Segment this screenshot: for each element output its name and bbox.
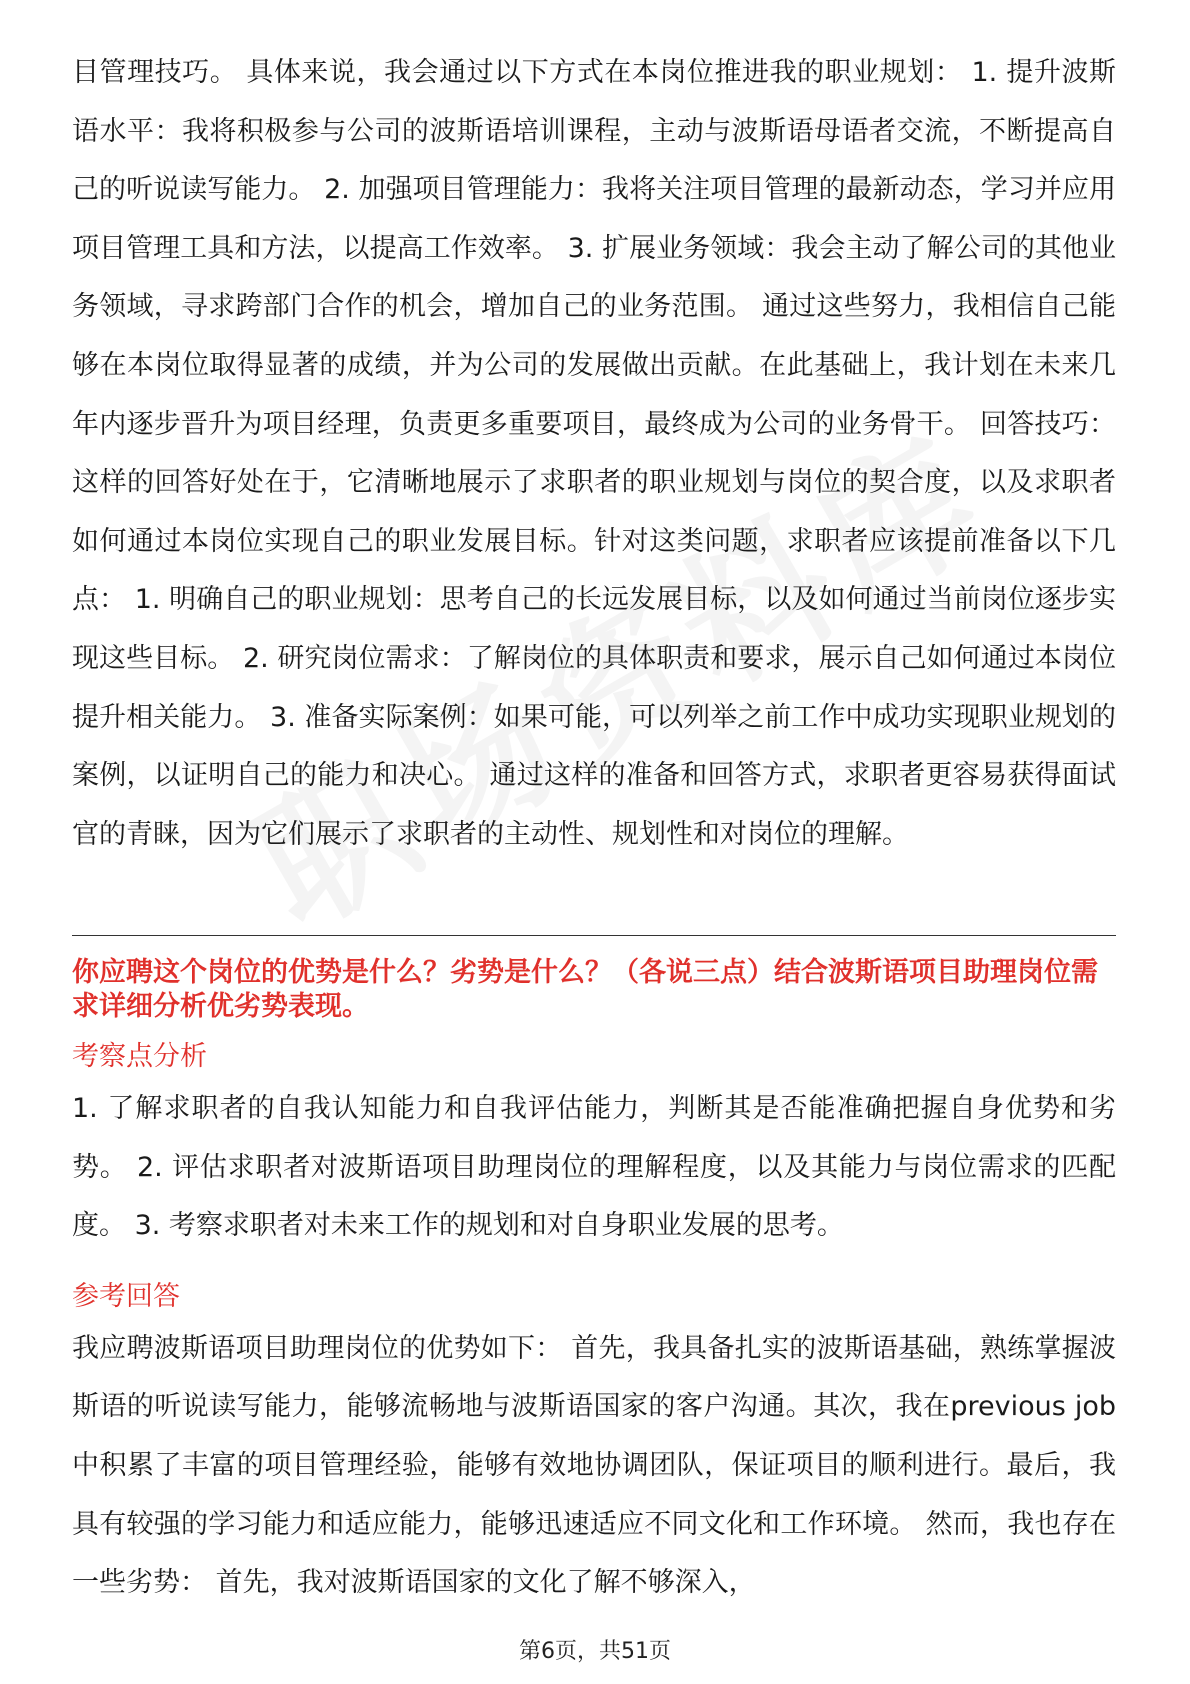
analysis-paragraph: 1. 了解求职者的自我认知能力和自我评估能力，判断其是否能准确把握自身优势和劣势。 2. 评估求职者对波斯语项目助理岗位的理解程度，以及其能力与岗位需求的匹配度。 3. 考察求职者对未来工作的规划和对自身职业发展的思考。 bbox=[72, 1093, 1116, 1242]
analysis-heading: 考察点分析 bbox=[72, 1041, 207, 1072]
question-section bbox=[72, 956, 1116, 1613]
answer-paragraph: 我应聘波斯语项目助理岗位的优势如下： 首先，我具备扎实的波斯语基础，熟练掌握波斯语的听说读写能力，能够流畅地与波斯语国家的客户沟通。其次，我在previous job 中积累了丰富的项目管理经验，能够有效地协调团队，保证项目的顺利进行。最后，我具有较强的学习能力和适应能力，能够迅速适应不同文化和工作环境。 然而，我也存在一些劣势： 首先，我对波斯语国家的文化了解不够深入， bbox=[72, 1332, 1116, 1599]
question-title: 你应聘这个岗位的优势是什么？劣势是什么？（各说三点）结合波斯语项目助理岗位需求详细分析优劣势表现。 bbox=[72, 957, 1098, 1022]
page-body bbox=[72, 44, 1116, 864]
section-divider bbox=[72, 935, 1116, 936]
continuation-paragraph: 目管理技巧。 具体来说，我会通过以下方式在本岗位推进我的职业规划： 1. 提升波斯语水平：我将积极参与公司的波斯语培训课程，主动与波斯语母语者交流，不断提高自己的听说读写能力。 2. 加强项目管理能力：我将关注项目管理的最新动态，学习并应用项目管理工具和方法，以提高工作效率。 3. 扩展业务领域：我会主动了解公司的其他业务领域，寻求跨部门合作的机会，增加自己的业务范围。 通过这些努力，我相信自己能够在本岗位取得显著的成绩，并为公司的发展做出贡献。在此基础上，我计划在未来几年内逐步晋升为项目经理，负责更多重要项目，最终成为公司的业务骨干。 回答技巧： 这样的回答好处在于，它清晰地展示了求职者的职业规划与岗位的契合度，以及求职者如何通过本岗位实现自己的职业发展目标。针对这类问题，求职者应该提前准备以下几点： 1. 明确自己的职业规划：思考自己的长远发展目标，以及如何通过当前岗位逐步实现这些目标。 2. 研究岗位需求：了解岗位的具体职责和要求，展示自己如何通过本岗位提升相关能力。 3. 准备实际案例：如果可能，可以列举之前工作中成功实现职业规划的案例，以证明自己的能力和决心。 通过这样的准备和回答方式，求职者更容易获得面试官的青睐，因为它们展示了求职者的主动性、规划性和对岗位的理解。 bbox=[72, 57, 1116, 850]
answer-heading: 参考回答 bbox=[72, 1280, 180, 1312]
page-number: 第6页，共51页 bbox=[519, 1639, 671, 1664]
